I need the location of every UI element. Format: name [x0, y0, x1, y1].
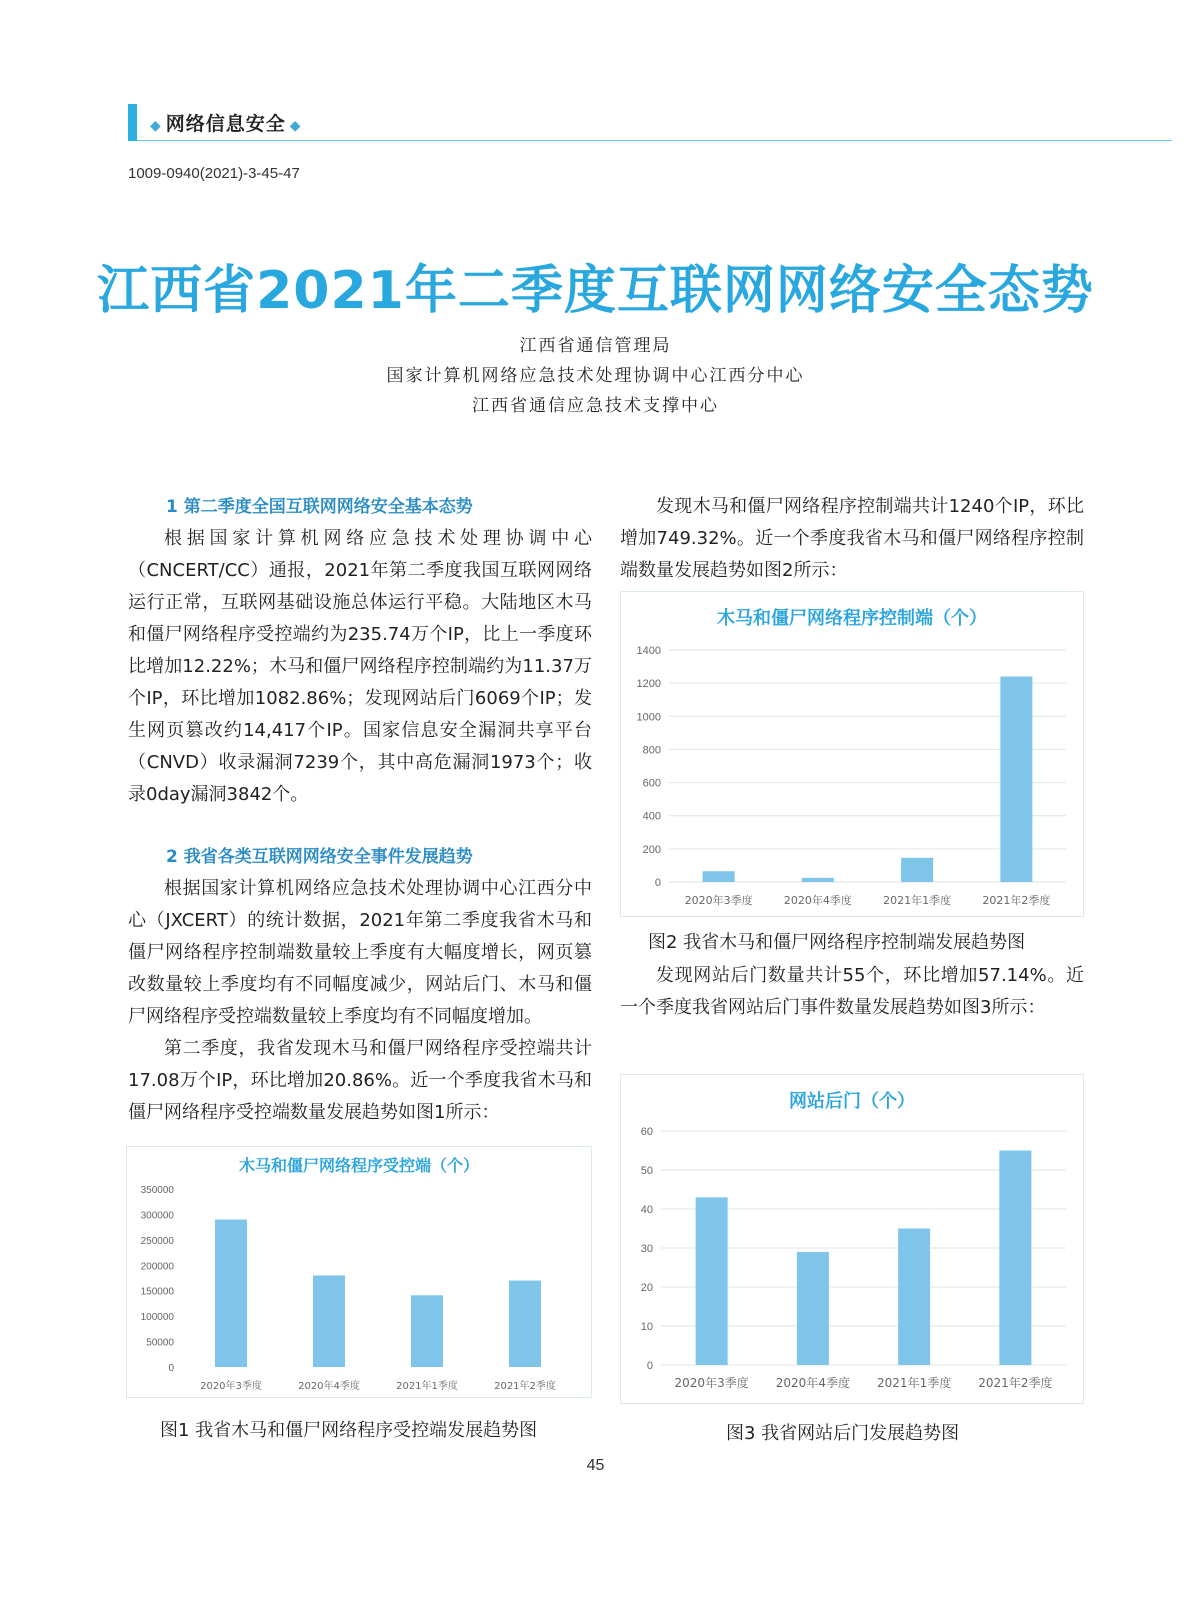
chart-backdoors [621, 1075, 1083, 1403]
page-number: 45 [586, 1457, 605, 1474]
affiliation-3: 江西省通信应急技术支撑中心 [472, 396, 719, 416]
bar [411, 1295, 443, 1367]
x-tick-label: 2020年4季度 [298, 1381, 360, 1392]
y-tick-label: 0 [654, 877, 661, 889]
y-tick-label: 20 [640, 1282, 653, 1294]
x-tick-label: 2020年3季度 [674, 1376, 749, 1390]
paragraph: 发现网站后门数量共计55个，环比增加57.14%。近一个季度我省网站后门事件数量发展趋势如图3所示： [620, 965, 1084, 1018]
y-tick-label: 0 [168, 1363, 174, 1374]
bar [898, 1229, 930, 1366]
bar [901, 858, 933, 882]
article-code: 1009-0940(2021)-3-45-47 [128, 165, 300, 182]
y-tick-label: 1400 [636, 645, 661, 657]
bar [696, 1197, 728, 1365]
figure-1 [126, 1146, 592, 1398]
article-title: 江西省2021年二季度互联网网络安全态势 [97, 261, 1094, 321]
y-tick-label: 300000 [140, 1210, 174, 1222]
x-tick-label: 2021年2季度 [978, 1376, 1053, 1390]
x-tick-label: 2020年3季度 [684, 894, 753, 907]
y-tick-label: 60 [640, 1126, 653, 1138]
x-tick-label: 2020年4季度 [775, 1376, 850, 1390]
y-tick-label: 350000 [140, 1185, 174, 1196]
bar [1000, 677, 1032, 882]
bar [313, 1275, 345, 1367]
paragraph: 发现木马和僵尸网络程序控制端共计1240个IP，环比增加749.32%。近一个季度我省木马和僵尸网络程序控制端数量发展趋势如图2所示： [620, 496, 1084, 581]
diamond-icon: ◆ [289, 118, 302, 134]
paragraph: 根据国家计算机网络应急技术处理协调中心江西分中心（JXCERT）的统计数据，2021年第二季度我省木马和僵尸网络程序控制端数量较上季度有大幅度增长，网页篡改数量较上季度均有不同幅度减少，网站后门、木马和僵尸网络程序受控端数量较上季度均有不同幅度增加。 [128, 878, 592, 1027]
y-tick-label: 50000 [146, 1337, 174, 1349]
chart-controllers [621, 592, 1083, 916]
left-column [128, 491, 592, 1129]
diamond-icon: ◆ [150, 118, 162, 134]
chart-title: 木马和僵尸网络程序受控端（个） [238, 1156, 480, 1175]
bar [215, 1220, 247, 1367]
bar [797, 1252, 829, 1365]
right-column-top [620, 491, 1084, 587]
paragraph: 根据国家计算机网络应急技术处理协调中心（CNCERT/CC）通报，2021年第二季度我国互联网网络运行正常，互联网基础设施总体运行平稳。大陆地区木马和僵尸网络程序受控端约为235.74万个IP，比上一季度环比增加12.22%；木马和僵尸网络程序控制端约为11.37万个IP，环比增加1082.86%；发现网站后门6069个IP；发生网页篡改约14,417个IP。国家信息安全漏洞共享平台（CNVD）收录漏洞7239个，其中高危漏洞1973个；收录0day漏洞3842个。 [128, 528, 592, 805]
y-tick-label: 150000 [140, 1286, 174, 1298]
y-tick-label: 100000 [140, 1312, 174, 1324]
section-header-rule [137, 140, 1172, 141]
y-tick-label: 30 [640, 1243, 653, 1255]
x-tick-label: 2021年1季度 [396, 1381, 458, 1392]
y-tick-label: 600 [642, 777, 661, 790]
y-tick-label: 800 [642, 744, 661, 757]
y-tick-label: 400 [642, 810, 661, 823]
affiliation-1: 江西省通信管理局 [519, 336, 672, 356]
section-heading-2: 2 我省各类互联网网络安全事件发展趋势 [166, 847, 473, 867]
y-tick-label: 1200 [636, 678, 661, 691]
chart-title: 木马和僵尸网络程序控制端（个） [717, 608, 987, 629]
x-tick-label: 2020年3季度 [200, 1381, 262, 1392]
figure-3-caption: 图3 我省网站后门发展趋势图 [726, 1423, 960, 1444]
figure-3 [620, 1074, 1084, 1404]
y-tick-label: 200000 [140, 1261, 174, 1273]
bar [999, 1151, 1031, 1366]
chart-title: 网站后门（个） [789, 1091, 915, 1112]
x-tick-label: 2021年1季度 [877, 1376, 952, 1390]
y-tick-label: 10 [640, 1321, 653, 1333]
bar [509, 1281, 541, 1367]
section-heading-1: 1 第二季度全国互联网网络安全基本态势 [166, 497, 473, 517]
figure-2-caption: 图2 我省木马和僵尸网络程序控制端发展趋势图 [648, 932, 1026, 953]
x-tick-label: 2020年4季度 [783, 894, 852, 907]
y-tick-label: 50 [640, 1165, 653, 1177]
right-column-mid [620, 960, 1084, 1024]
x-tick-label: 2021年2季度 [494, 1381, 556, 1392]
affiliation-2: 国家计算机网络应急技术处理协调中心江西分中心 [386, 366, 805, 386]
y-tick-label: 250000 [140, 1235, 174, 1247]
section-header [146, 109, 306, 136]
y-tick-label: 200 [642, 843, 661, 856]
chart-infected-hosts [127, 1147, 591, 1397]
bar [802, 878, 834, 882]
figure-1-caption: 图1 我省木马和僵尸网络程序受控端发展趋势图 [160, 1420, 538, 1441]
bar [703, 871, 735, 882]
y-tick-label: 40 [640, 1204, 653, 1216]
section-accent-bar [128, 104, 137, 141]
paragraph: 第二季度，我省发现木马和僵尸网络程序受控端共计17.08万个IP，环比增加20.86%。近一个季度我省木马和僵尸网络程序受控端数量发展趋势如图1所示： [128, 1038, 592, 1123]
y-tick-label: 1000 [636, 711, 661, 724]
section-label: 网络信息安全 [165, 113, 286, 135]
x-tick-label: 2021年1季度 [883, 894, 952, 907]
x-tick-label: 2021年2季度 [982, 894, 1051, 907]
figure-2 [620, 591, 1084, 917]
y-tick-label: 0 [646, 1360, 653, 1372]
